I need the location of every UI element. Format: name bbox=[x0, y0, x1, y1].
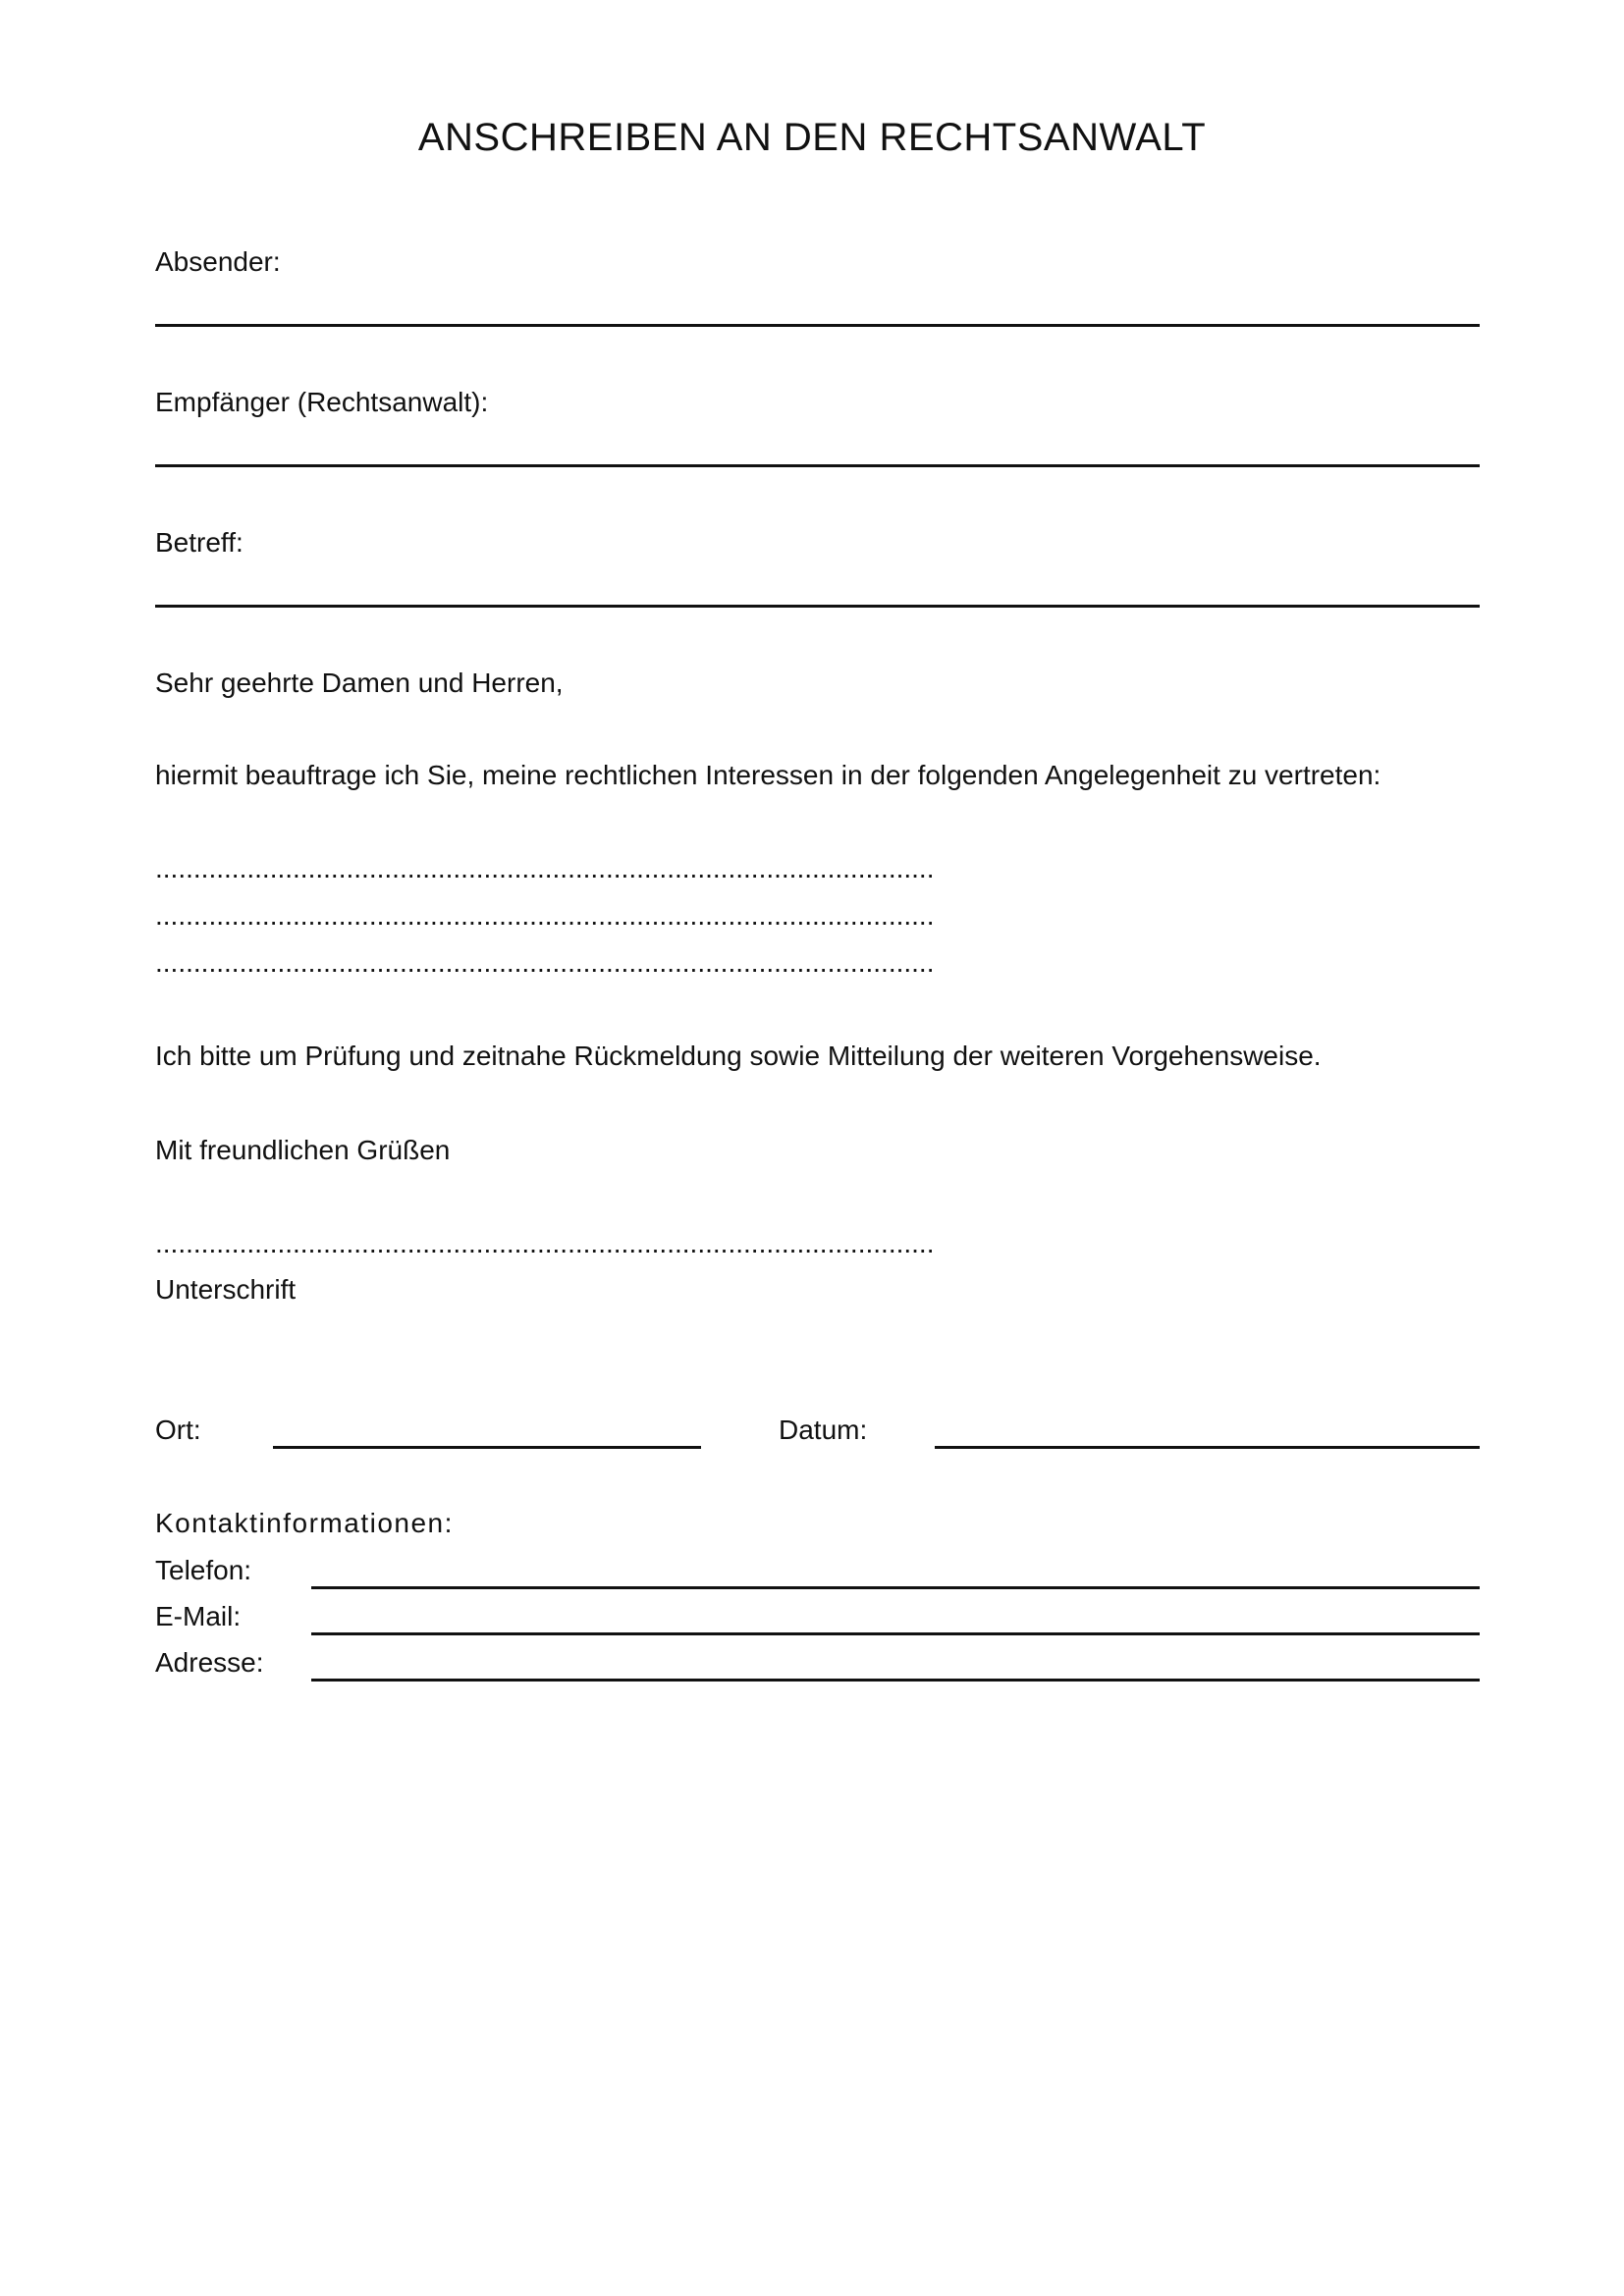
phone-field[interactable] bbox=[311, 1586, 1480, 1589]
salutation: Sehr geehrte Damen und Herren, bbox=[155, 667, 564, 698]
matter-line-2[interactable]: ...................................................................................................... bbox=[155, 900, 935, 931]
sender-field[interactable] bbox=[155, 324, 1480, 327]
place-label: Ort: bbox=[155, 1415, 201, 1445]
address-field[interactable] bbox=[311, 1679, 1480, 1682]
closing-text: Mit freundlichen Grüßen bbox=[155, 1135, 451, 1165]
phone-label: Telefon: bbox=[155, 1555, 252, 1585]
recipient-field[interactable] bbox=[155, 464, 1480, 467]
intro-text: hiermit beauftrage ich Sie, meine rechtlichen Interessen in der folgenden Angelegenheit zu vertreten: bbox=[155, 760, 1381, 790]
contact-heading: Kontaktinformationen: bbox=[155, 1508, 454, 1538]
signature-label: Unterschrift bbox=[155, 1274, 297, 1305]
subject-label: Betreff: bbox=[155, 527, 244, 558]
date-label: Datum: bbox=[779, 1415, 868, 1445]
matter-line-3[interactable]: ...................................................................................................... bbox=[155, 947, 935, 978]
email-field[interactable] bbox=[311, 1632, 1480, 1635]
address-label: Adresse: bbox=[155, 1647, 264, 1678]
recipient-label: Empfänger (Rechtsanwalt): bbox=[155, 387, 489, 417]
sender-label: Absender: bbox=[155, 246, 281, 277]
date-field[interactable] bbox=[935, 1446, 1480, 1449]
subject-field[interactable] bbox=[155, 605, 1480, 608]
request-text: Ich bitte um Prüfung und zeitnahe Rückmeldung sowie Mitteilung der weiteren Vorgehensweise. bbox=[155, 1041, 1322, 1071]
place-field[interactable] bbox=[273, 1446, 701, 1449]
matter-line-1[interactable]: ...................................................................................................... bbox=[155, 853, 935, 883]
page-title: ANSCHREIBEN AN DEN RECHTSANWALT bbox=[417, 116, 1207, 159]
signature-line[interactable]: ...................................................................................................... bbox=[155, 1228, 935, 1258]
email-label: E-Mail: bbox=[155, 1601, 242, 1631]
